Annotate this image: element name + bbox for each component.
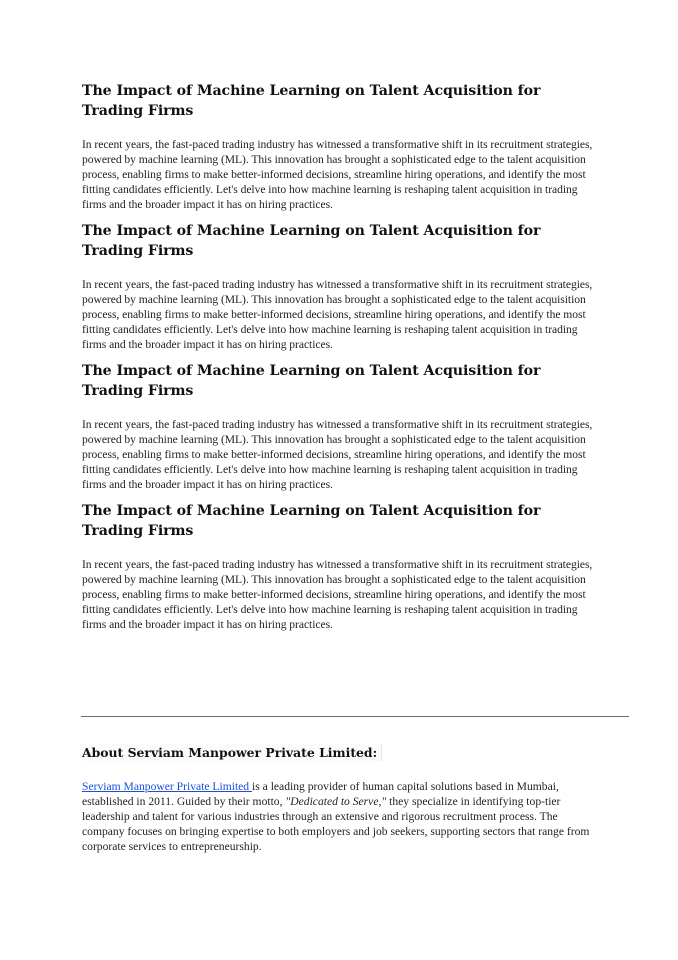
- section-heading: The Impact of Machine Learning on Talent Acquisition for Trading Firms: [82, 503, 541, 539]
- about-section: [82, 742, 594, 854]
- article-body: [82, 82, 594, 642]
- company-motto: "Dedicated to Serve,": [285, 795, 387, 808]
- horizontal-divider: [81, 716, 629, 717]
- article-section-2: [82, 222, 594, 352]
- article-section-3: [82, 362, 594, 492]
- section-paragraph: In recent years, the fast-paced trading industry has witnessed a transformative shift in its recruitment strategies, powered by machine learning (ML). This innovation has brought a sophisticated edge to the talent acquisition process, enabling firms to make better-informed decisions, streamline hiring operations, and identify the most fitting candidates efficiently. Let's delve into how machine learning is reshaping talent acquisition in trading firms and the broader impact it has on hiring practices.: [82, 418, 593, 491]
- section-heading: The Impact of Machine Learning on Talent Acquisition for Trading Firms: [82, 363, 541, 399]
- section-paragraph: In recent years, the fast-paced trading industry has witnessed a transformative shift in its recruitment strategies, powered by machine learning (ML). This innovation has brought a sophisticated edge to the talent acquisition process, enabling firms to make better-informed decisions, streamline hiring operations, and identify the most fitting candidates efficiently. Let's delve into how machine learning is reshaping talent acquisition in trading firms and the broader impact it has on hiring practices.: [82, 278, 593, 351]
- section-heading: The Impact of Machine Learning on Talent Acquisition for Trading Firms: [82, 83, 541, 119]
- section-paragraph: In recent years, the fast-paced trading industry has witnessed a transformative shift in its recruitment strategies, powered by machine learning (ML). This innovation has brought a sophisticated edge to the talent acquisition process, enabling firms to make better-informed decisions, streamline hiring operations, and identify the most fitting candidates efficiently. Let's delve into how machine learning is reshaping talent acquisition in trading firms and the broader impact it has on hiring practices.: [82, 138, 593, 211]
- about-text-before-motto: is a leading provider of human capital solutions based in Mumbai, established in 2011. Guided by their motto,: [82, 780, 559, 808]
- company-link[interactable]: Serviam Manpower Private Limited: [82, 780, 253, 793]
- article-section-1: [82, 82, 594, 212]
- section-heading: The Impact of Machine Learning on Talent Acquisition for Trading Firms: [82, 223, 541, 259]
- about-paragraph: [82, 779, 594, 854]
- about-text-after-motto: they specialize in identifying top-tier leadership and talent for various industries through an extensive and rigorous recruitment process. The company focuses on bringing expertise to both employers and job seekers, supporting sectors that range from corporate services to entrepreneurship.: [82, 795, 590, 853]
- article-section-4: [82, 502, 594, 632]
- section-paragraph: In recent years, the fast-paced trading industry has witnessed a transformative shift in its recruitment strategies, powered by machine learning (ML). This innovation has brought a sophisticated edge to the talent acquisition process, enabling firms to make better-informed decisions, streamline hiring operations, and identify the most fitting candidates efficiently. Let's delve into how machine learning is reshaping talent acquisition in trading firms and the broader impact it has on hiring practices.: [82, 558, 593, 631]
- about-heading: About Serviam Manpower Private Limited:: [82, 744, 382, 761]
